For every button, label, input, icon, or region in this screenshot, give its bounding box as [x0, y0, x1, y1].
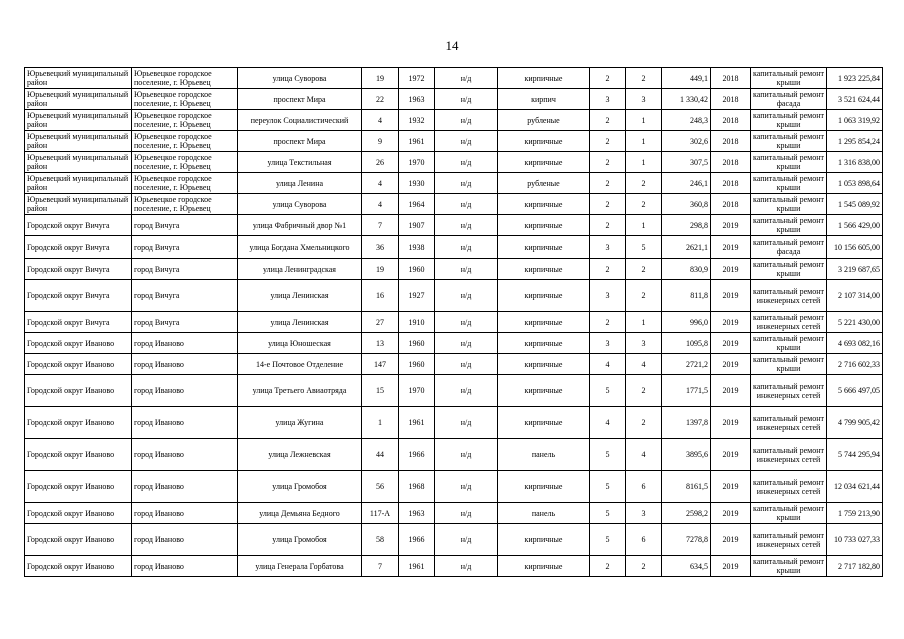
- work-type-cell: капитальный ремонт фасада: [751, 89, 827, 110]
- street-cell: улица Громобоя: [238, 471, 362, 503]
- cost-cell: 4 799 905,42: [827, 407, 883, 439]
- street-cell: улица Лежневская: [238, 439, 362, 471]
- house-number-cell: 117-А: [362, 503, 399, 524]
- house-number-cell: 36: [362, 236, 399, 259]
- build-year-cell: 1927: [399, 280, 435, 312]
- cost-cell: 1 316 838,00: [827, 152, 883, 173]
- entrances-cell: 3: [626, 333, 662, 354]
- house-number-cell: 19: [362, 259, 399, 280]
- table-row: [25, 556, 883, 577]
- build-year-cell: 1960: [399, 354, 435, 375]
- street-cell: улица Текстильная: [238, 152, 362, 173]
- build-year-cell: 1963: [399, 89, 435, 110]
- floors-cell: 2: [590, 556, 626, 577]
- cost-cell: 1 063 319,92: [827, 110, 883, 131]
- settlement-cell: Юрьевецкое городское поселение, г. Юрьевец: [132, 173, 238, 194]
- area-cell: 1771,5: [662, 375, 711, 407]
- entrances-cell: 2: [626, 173, 662, 194]
- district-cell: Городской округ Иваново: [25, 354, 132, 375]
- entrances-cell: 6: [626, 471, 662, 503]
- table-row: [25, 280, 883, 312]
- district-cell: Юрьевецкий муниципальный район: [25, 89, 132, 110]
- settlement-cell: город Вичуга: [132, 312, 238, 333]
- cost-cell: 1 923 225,84: [827, 68, 883, 89]
- na-cell: н/д: [435, 236, 498, 259]
- na-cell: н/д: [435, 524, 498, 556]
- street-cell: улица Третьего Авиаотряда: [238, 375, 362, 407]
- settlement-cell: город Вичуга: [132, 259, 238, 280]
- build-year-cell: 1961: [399, 131, 435, 152]
- house-number-cell: 15: [362, 375, 399, 407]
- na-cell: н/д: [435, 439, 498, 471]
- build-year-cell: 1966: [399, 439, 435, 471]
- cost-cell: 1 053 898,64: [827, 173, 883, 194]
- floors-cell: 5: [590, 524, 626, 556]
- cost-cell: 1 295 854,24: [827, 131, 883, 152]
- wall-material-cell: кирпичные: [498, 524, 590, 556]
- table-row: [25, 375, 883, 407]
- wall-material-cell: кирпичные: [498, 471, 590, 503]
- street-cell: улица Жугина: [238, 407, 362, 439]
- settlement-cell: город Иваново: [132, 333, 238, 354]
- wall-material-cell: кирпичные: [498, 215, 590, 236]
- house-number-cell: 4: [362, 173, 399, 194]
- floors-cell: 2: [590, 259, 626, 280]
- area-cell: 2621,1: [662, 236, 711, 259]
- house-number-cell: 7: [362, 215, 399, 236]
- house-number-cell: 7: [362, 556, 399, 577]
- floors-cell: 5: [590, 503, 626, 524]
- plan-year-cell: 2019: [711, 503, 751, 524]
- wall-material-cell: кирпичные: [498, 68, 590, 89]
- na-cell: н/д: [435, 333, 498, 354]
- wall-material-cell: панель: [498, 439, 590, 471]
- build-year-cell: 1907: [399, 215, 435, 236]
- settlement-cell: Юрьевецкое городское поселение, г. Юрьевец: [132, 68, 238, 89]
- floors-cell: 2: [590, 194, 626, 215]
- floors-cell: 2: [590, 173, 626, 194]
- plan-year-cell: 2018: [711, 110, 751, 131]
- district-cell: Юрьевецкий муниципальный район: [25, 173, 132, 194]
- floors-cell: 3: [590, 89, 626, 110]
- area-cell: 2721,2: [662, 354, 711, 375]
- district-cell: Городской округ Иваново: [25, 375, 132, 407]
- area-cell: 360,8: [662, 194, 711, 215]
- area-cell: 1 330,42: [662, 89, 711, 110]
- street-cell: улица Ленинская: [238, 312, 362, 333]
- cost-cell: 2 717 182,80: [827, 556, 883, 577]
- entrances-cell: 5: [626, 236, 662, 259]
- plan-year-cell: 2018: [711, 89, 751, 110]
- house-number-cell: 4: [362, 110, 399, 131]
- work-type-cell: капитальный ремонт крыши: [751, 110, 827, 131]
- entrances-cell: 6: [626, 524, 662, 556]
- entrances-cell: 1: [626, 131, 662, 152]
- settlement-cell: Юрьевецкое городское поселение, г. Юрьевец: [132, 110, 238, 131]
- district-cell: Юрьевецкий муниципальный район: [25, 68, 132, 89]
- cost-cell: 10 733 027,33: [827, 524, 883, 556]
- plan-year-cell: 2018: [711, 131, 751, 152]
- table-row: [25, 312, 883, 333]
- street-cell: улица Ленинградская: [238, 259, 362, 280]
- area-cell: 449,1: [662, 68, 711, 89]
- na-cell: н/д: [435, 215, 498, 236]
- na-cell: н/д: [435, 194, 498, 215]
- area-cell: 8161,5: [662, 471, 711, 503]
- table-row: [25, 524, 883, 556]
- entrances-cell: 4: [626, 354, 662, 375]
- house-number-cell: 56: [362, 471, 399, 503]
- floors-cell: 3: [590, 280, 626, 312]
- table-row: [25, 407, 883, 439]
- cost-cell: 5 666 497,05: [827, 375, 883, 407]
- area-cell: 1095,8: [662, 333, 711, 354]
- plan-year-cell: 2019: [711, 259, 751, 280]
- build-year-cell: 1964: [399, 194, 435, 215]
- work-type-cell: капитальный ремонт инженерных сетей: [751, 524, 827, 556]
- plan-year-cell: 2019: [711, 333, 751, 354]
- table-row: [25, 236, 883, 259]
- settlement-cell: город Иваново: [132, 556, 238, 577]
- area-cell: 996,0: [662, 312, 711, 333]
- settlement-cell: город Иваново: [132, 524, 238, 556]
- street-cell: проспект Мира: [238, 89, 362, 110]
- entrances-cell: 2: [626, 280, 662, 312]
- floors-cell: 2: [590, 131, 626, 152]
- area-cell: 248,3: [662, 110, 711, 131]
- entrances-cell: 2: [626, 194, 662, 215]
- floors-cell: 5: [590, 439, 626, 471]
- build-year-cell: 1930: [399, 173, 435, 194]
- floors-cell: 4: [590, 354, 626, 375]
- na-cell: н/д: [435, 312, 498, 333]
- work-type-cell: капитальный ремонт инженерных сетей: [751, 312, 827, 333]
- area-cell: 302,6: [662, 131, 711, 152]
- plan-year-cell: 2019: [711, 312, 751, 333]
- street-cell: переулок Социалистический: [238, 110, 362, 131]
- area-cell: 2598,2: [662, 503, 711, 524]
- district-cell: Городской округ Иваново: [25, 407, 132, 439]
- settlement-cell: город Иваново: [132, 471, 238, 503]
- work-type-cell: капитальный ремонт крыши: [751, 503, 827, 524]
- area-cell: 298,8: [662, 215, 711, 236]
- table-row: [25, 354, 883, 375]
- work-type-cell: капитальный ремонт крыши: [751, 259, 827, 280]
- cost-cell: 1 545 089,92: [827, 194, 883, 215]
- plan-year-cell: 2019: [711, 215, 751, 236]
- wall-material-cell: кирпичные: [498, 236, 590, 259]
- table-body: [25, 68, 883, 577]
- wall-material-cell: кирпичные: [498, 194, 590, 215]
- build-year-cell: 1961: [399, 556, 435, 577]
- settlement-cell: город Иваново: [132, 439, 238, 471]
- wall-material-cell: кирпичные: [498, 259, 590, 280]
- build-year-cell: 1938: [399, 236, 435, 259]
- table-row: [25, 89, 883, 110]
- na-cell: н/д: [435, 89, 498, 110]
- house-number-cell: 1: [362, 407, 399, 439]
- plan-year-cell: 2018: [711, 173, 751, 194]
- wall-material-cell: кирпичные: [498, 407, 590, 439]
- work-type-cell: капитальный ремонт крыши: [751, 333, 827, 354]
- floors-cell: 2: [590, 312, 626, 333]
- settlement-cell: Юрьевецкое городское поселение, г. Юрьевец: [132, 131, 238, 152]
- wall-material-cell: кирпичные: [498, 354, 590, 375]
- build-year-cell: 1932: [399, 110, 435, 131]
- wall-material-cell: кирпичные: [498, 312, 590, 333]
- entrances-cell: 4: [626, 439, 662, 471]
- district-cell: Юрьевецкий муниципальный район: [25, 131, 132, 152]
- settlement-cell: город Иваново: [132, 375, 238, 407]
- floors-cell: 2: [590, 68, 626, 89]
- floors-cell: 3: [590, 236, 626, 259]
- table-row: [25, 194, 883, 215]
- na-cell: н/д: [435, 110, 498, 131]
- table-row: [25, 333, 883, 354]
- house-number-cell: 4: [362, 194, 399, 215]
- entrances-cell: 2: [626, 375, 662, 407]
- plan-year-cell: 2019: [711, 375, 751, 407]
- work-type-cell: капитальный ремонт крыши: [751, 68, 827, 89]
- plan-year-cell: 2019: [711, 439, 751, 471]
- na-cell: н/д: [435, 280, 498, 312]
- floors-cell: 2: [590, 215, 626, 236]
- district-cell: Городской округ Вичуга: [25, 259, 132, 280]
- work-type-cell: капитальный ремонт крыши: [751, 215, 827, 236]
- build-year-cell: 1960: [399, 259, 435, 280]
- work-type-cell: капитальный ремонт фасада: [751, 236, 827, 259]
- entrances-cell: 1: [626, 152, 662, 173]
- area-cell: 811,8: [662, 280, 711, 312]
- cost-cell: 2 716 602,33: [827, 354, 883, 375]
- floors-cell: 2: [590, 152, 626, 173]
- street-cell: улица Суворова: [238, 68, 362, 89]
- settlement-cell: Юрьевецкое городское поселение, г. Юрьевец: [132, 152, 238, 173]
- cost-cell: 1 566 429,00: [827, 215, 883, 236]
- street-cell: улица Демьяна Бедного: [238, 503, 362, 524]
- house-number-cell: 27: [362, 312, 399, 333]
- floors-cell: 3: [590, 333, 626, 354]
- na-cell: н/д: [435, 503, 498, 524]
- na-cell: н/д: [435, 471, 498, 503]
- wall-material-cell: кирпичные: [498, 280, 590, 312]
- area-cell: 7278,8: [662, 524, 711, 556]
- street-cell: улица Ленина: [238, 173, 362, 194]
- na-cell: н/д: [435, 68, 498, 89]
- district-cell: Городской округ Вичуга: [25, 236, 132, 259]
- street-cell: проспект Мира: [238, 131, 362, 152]
- cost-cell: 5 221 430,00: [827, 312, 883, 333]
- house-number-cell: 19: [362, 68, 399, 89]
- entrances-cell: 3: [626, 89, 662, 110]
- housing-repair-table: [24, 67, 883, 577]
- na-cell: н/д: [435, 173, 498, 194]
- cost-cell: 3 219 687,65: [827, 259, 883, 280]
- wall-material-cell: кирпич: [498, 89, 590, 110]
- street-cell: улица Суворова: [238, 194, 362, 215]
- table-row: [25, 131, 883, 152]
- cost-cell: 10 156 605,00: [827, 236, 883, 259]
- district-cell: Городской округ Иваново: [25, 333, 132, 354]
- area-cell: 1397,8: [662, 407, 711, 439]
- wall-material-cell: панель: [498, 503, 590, 524]
- area-cell: 634,5: [662, 556, 711, 577]
- district-cell: Юрьевецкий муниципальный район: [25, 194, 132, 215]
- build-year-cell: 1963: [399, 503, 435, 524]
- table-row: [25, 68, 883, 89]
- na-cell: н/д: [435, 131, 498, 152]
- wall-material-cell: кирпичные: [498, 152, 590, 173]
- table-row: [25, 259, 883, 280]
- street-cell: улица Громобоя: [238, 524, 362, 556]
- settlement-cell: город Вичуга: [132, 236, 238, 259]
- wall-material-cell: кирпичные: [498, 333, 590, 354]
- floors-cell: 4: [590, 407, 626, 439]
- street-cell: улица Ленинская: [238, 280, 362, 312]
- floors-cell: 5: [590, 471, 626, 503]
- wall-material-cell: кирпичные: [498, 375, 590, 407]
- district-cell: Городской округ Вичуга: [25, 215, 132, 236]
- build-year-cell: 1970: [399, 152, 435, 173]
- plan-year-cell: 2019: [711, 524, 751, 556]
- area-cell: 307,5: [662, 152, 711, 173]
- cost-cell: 3 521 624,44: [827, 89, 883, 110]
- na-cell: н/д: [435, 407, 498, 439]
- settlement-cell: город Вичуга: [132, 215, 238, 236]
- plan-year-cell: 2019: [711, 354, 751, 375]
- table-row: [25, 471, 883, 503]
- floors-cell: 5: [590, 375, 626, 407]
- settlement-cell: Юрьевецкое городское поселение, г. Юрьевец: [132, 194, 238, 215]
- wall-material-cell: рубленые: [498, 110, 590, 131]
- work-type-cell: капитальный ремонт крыши: [751, 152, 827, 173]
- na-cell: н/д: [435, 375, 498, 407]
- house-number-cell: 58: [362, 524, 399, 556]
- work-type-cell: капитальный ремонт крыши: [751, 131, 827, 152]
- district-cell: Городской округ Иваново: [25, 471, 132, 503]
- area-cell: 3895,6: [662, 439, 711, 471]
- street-cell: 14-е Почтовое Отделение: [238, 354, 362, 375]
- settlement-cell: Юрьевецкое городское поселение, г. Юрьевец: [132, 89, 238, 110]
- house-number-cell: 44: [362, 439, 399, 471]
- table-row: [25, 173, 883, 194]
- na-cell: н/д: [435, 152, 498, 173]
- build-year-cell: 1972: [399, 68, 435, 89]
- work-type-cell: капитальный ремонт инженерных сетей: [751, 280, 827, 312]
- cost-cell: 1 759 213,90: [827, 503, 883, 524]
- na-cell: н/д: [435, 556, 498, 577]
- plan-year-cell: 2019: [711, 407, 751, 439]
- entrances-cell: 1: [626, 215, 662, 236]
- entrances-cell: 2: [626, 407, 662, 439]
- area-cell: 246,1: [662, 173, 711, 194]
- work-type-cell: капитальный ремонт инженерных сетей: [751, 407, 827, 439]
- na-cell: н/д: [435, 354, 498, 375]
- district-cell: Городской округ Иваново: [25, 524, 132, 556]
- table-row: [25, 503, 883, 524]
- page-number: 14: [445, 38, 459, 53]
- district-cell: Городской округ Вичуга: [25, 312, 132, 333]
- plan-year-cell: 2019: [711, 236, 751, 259]
- district-cell: Юрьевецкий муниципальный район: [25, 152, 132, 173]
- work-type-cell: капитальный ремонт инженерных сетей: [751, 375, 827, 407]
- na-cell: н/д: [435, 259, 498, 280]
- entrances-cell: 2: [626, 68, 662, 89]
- entrances-cell: 1: [626, 110, 662, 131]
- plan-year-cell: 2019: [711, 280, 751, 312]
- house-number-cell: 16: [362, 280, 399, 312]
- plan-year-cell: 2018: [711, 194, 751, 215]
- street-cell: улица Юношеская: [238, 333, 362, 354]
- floors-cell: 2: [590, 110, 626, 131]
- area-cell: 830,9: [662, 259, 711, 280]
- street-cell: улица Богдана Хмельницкого: [238, 236, 362, 259]
- district-cell: Городской округ Вичуга: [25, 280, 132, 312]
- street-cell: улица Генерала Горбатова: [238, 556, 362, 577]
- table-row: [25, 215, 883, 236]
- work-type-cell: капитальный ремонт крыши: [751, 556, 827, 577]
- entrances-cell: 1: [626, 312, 662, 333]
- table-row: [25, 152, 883, 173]
- settlement-cell: город Вичуга: [132, 280, 238, 312]
- plan-year-cell: 2019: [711, 471, 751, 503]
- build-year-cell: 1910: [399, 312, 435, 333]
- district-cell: Городской округ Иваново: [25, 503, 132, 524]
- district-cell: Юрьевецкий муниципальный район: [25, 110, 132, 131]
- house-number-cell: 13: [362, 333, 399, 354]
- cost-cell: 5 744 295,94: [827, 439, 883, 471]
- settlement-cell: город Иваново: [132, 503, 238, 524]
- work-type-cell: капитальный ремонт крыши: [751, 354, 827, 375]
- table-row: [25, 439, 883, 471]
- wall-material-cell: кирпичные: [498, 556, 590, 577]
- cost-cell: 12 034 621,44: [827, 471, 883, 503]
- cost-cell: 2 107 314,00: [827, 280, 883, 312]
- build-year-cell: 1970: [399, 375, 435, 407]
- settlement-cell: город Иваново: [132, 407, 238, 439]
- house-number-cell: 22: [362, 89, 399, 110]
- district-cell: Городской округ Иваново: [25, 439, 132, 471]
- entrances-cell: 3: [626, 503, 662, 524]
- wall-material-cell: кирпичные: [498, 131, 590, 152]
- work-type-cell: капитальный ремонт инженерных сетей: [751, 471, 827, 503]
- house-number-cell: 26: [362, 152, 399, 173]
- build-year-cell: 1960: [399, 333, 435, 354]
- plan-year-cell: 2019: [711, 556, 751, 577]
- entrances-cell: 2: [626, 556, 662, 577]
- build-year-cell: 1968: [399, 471, 435, 503]
- wall-material-cell: рубленые: [498, 173, 590, 194]
- work-type-cell: капитальный ремонт инженерных сетей: [751, 439, 827, 471]
- build-year-cell: 1961: [399, 407, 435, 439]
- table-row: [25, 110, 883, 131]
- build-year-cell: 1966: [399, 524, 435, 556]
- street-cell: улица Фабричный двор №1: [238, 215, 362, 236]
- work-type-cell: капитальный ремонт крыши: [751, 194, 827, 215]
- entrances-cell: 2: [626, 259, 662, 280]
- house-number-cell: 147: [362, 354, 399, 375]
- plan-year-cell: 2018: [711, 152, 751, 173]
- cost-cell: 4 693 082,16: [827, 333, 883, 354]
- work-type-cell: капитальный ремонт крыши: [751, 173, 827, 194]
- plan-year-cell: 2018: [711, 68, 751, 89]
- district-cell: Городской округ Иваново: [25, 556, 132, 577]
- settlement-cell: город Иваново: [132, 354, 238, 375]
- house-number-cell: 9: [362, 131, 399, 152]
